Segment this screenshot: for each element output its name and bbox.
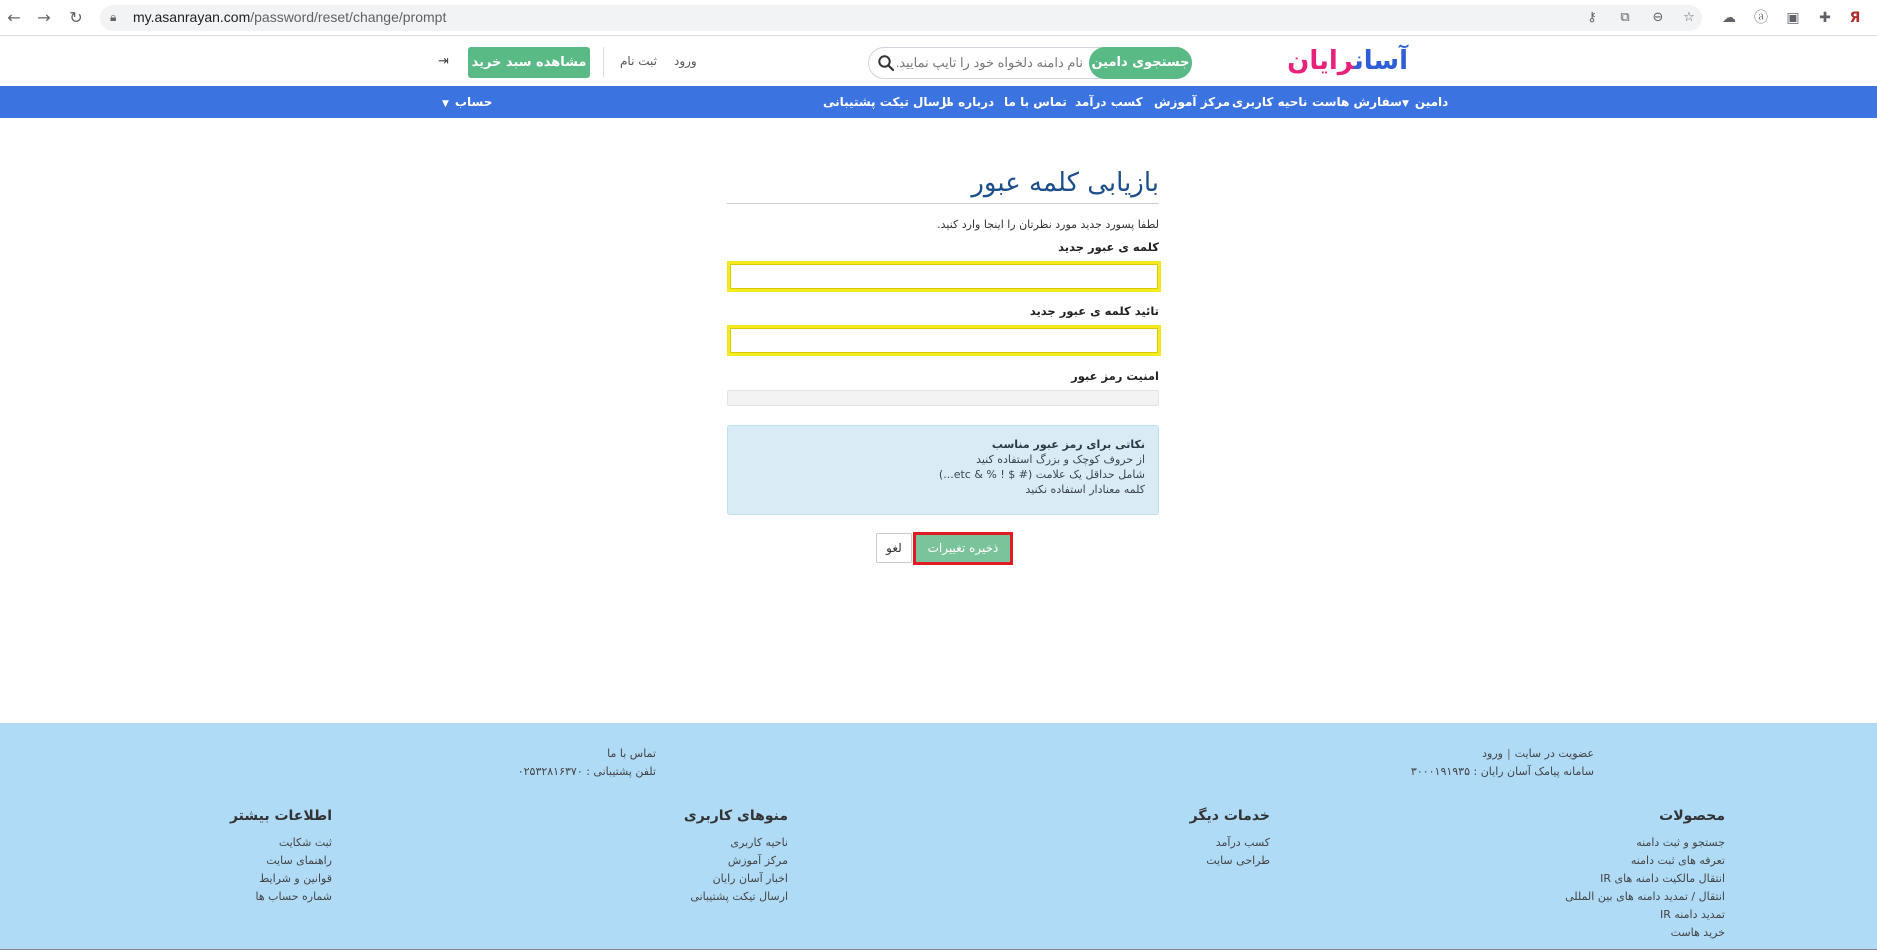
- footer-contact-title[interactable]: تماس با ما: [607, 747, 656, 760]
- page-title: بازیابی کلمه عبور: [971, 168, 1159, 198]
- tip-item: کلمه معنادار استفاده نکنید: [1025, 483, 1145, 496]
- footer-services-title: خدمات دیگر: [1189, 808, 1270, 824]
- footer-link[interactable]: خرید هاست: [1670, 926, 1725, 939]
- domain-search-input[interactable]: [897, 48, 1087, 78]
- new-password-label: کلمه ی عبور جدید: [1058, 240, 1159, 254]
- footer-link[interactable]: قوانین و شرایط: [259, 872, 332, 885]
- footer-link[interactable]: راهنمای سایت: [266, 854, 332, 867]
- nav-about[interactable]: درباره ما: [942, 95, 995, 109]
- password-strength-label: امنیت رمز عبور: [1071, 369, 1159, 383]
- footer-link[interactable]: مرکز آموزش: [727, 854, 788, 867]
- title-divider: [727, 203, 1159, 204]
- logo-part-blue: آسان: [1353, 46, 1408, 76]
- password-strength-bar: [727, 390, 1159, 406]
- nav-contact[interactable]: تماس با ما: [1004, 95, 1067, 109]
- confirm-password-input[interactable]: [727, 325, 1161, 356]
- lock-icon: 🔒︎: [110, 10, 117, 24]
- footer-login-link[interactable]: ورود: [1482, 747, 1503, 760]
- footer-link[interactable]: انتقال / تمدید دامنه های بین المللی: [1565, 890, 1725, 903]
- reload-icon[interactable]: ↻: [69, 8, 83, 27]
- search-icon[interactable]: [877, 54, 895, 72]
- tips-title: نکاتی برای رمز عبور مناسب: [991, 438, 1145, 451]
- nav-learning[interactable]: مرکز آموزش: [1154, 95, 1231, 109]
- site-footer: [0, 723, 1877, 950]
- zoom-icon[interactable]: ⊖: [1652, 10, 1664, 25]
- footer-link[interactable]: تعرفه های ثبت دامنه: [1630, 854, 1725, 867]
- translate-icon[interactable]: ⧉: [1620, 10, 1630, 25]
- new-password-input[interactable]: [727, 261, 1161, 292]
- nav-domain[interactable]: [1402, 86, 1448, 118]
- extension-cloud-icon[interactable]: ☁: [1722, 10, 1736, 26]
- password-tips-box: [727, 425, 1159, 515]
- header-divider: [603, 47, 604, 77]
- register-link[interactable]: ثبت نام: [620, 54, 657, 68]
- footer-separator: |: [1506, 747, 1511, 760]
- footer-account-links: [1482, 747, 1594, 760]
- footer-link[interactable]: شماره حساب ها: [255, 890, 332, 903]
- address-bar[interactable]: [100, 5, 1702, 31]
- footer-more-title: اطلاعات بیشتر: [229, 808, 332, 824]
- chevron-down-icon: ▼: [442, 99, 449, 109]
- camera-icon[interactable]: ▣: [1786, 10, 1800, 26]
- extension-a-icon[interactable]: ⓐ: [1754, 10, 1768, 26]
- nav-domain-label: دامین: [1414, 95, 1449, 109]
- footer-link[interactable]: تمدید دامنه IR: [1660, 908, 1725, 921]
- nav-client-area[interactable]: ناحیه کاربری: [1232, 95, 1308, 109]
- confirm-password-label: تائید کلمه ی عبور جدید: [1029, 304, 1159, 318]
- footer-user-menu-title: منوهای کاربری: [683, 808, 788, 824]
- nav-ticket[interactable]: ارسال تیکت پشتیبانی: [823, 95, 951, 109]
- site-logo[interactable]: [1268, 44, 1408, 78]
- nav-affiliate[interactable]: کسب درآمد: [1075, 95, 1143, 109]
- domain-search: [868, 47, 1192, 79]
- main-navbar: [0, 86, 1877, 118]
- back-icon[interactable]: ←: [7, 8, 21, 27]
- forward-icon[interactable]: →: [37, 8, 51, 27]
- save-changes-button[interactable]: ذخیره تغییرات: [913, 532, 1013, 565]
- nav-account-label: حساب: [454, 95, 493, 109]
- chevron-down-icon: ▼: [1402, 99, 1409, 109]
- view-cart-button[interactable]: مشاهده سبد خرید: [468, 47, 590, 78]
- footer-link[interactable]: انتقال مالکیت دامنه های IR: [1600, 872, 1725, 885]
- footer-link[interactable]: کسب درآمد: [1215, 836, 1270, 849]
- extensions-puzzle-icon[interactable]: ✚: [1819, 10, 1831, 26]
- footer-membership-link[interactable]: عضویت در سایت: [1514, 747, 1594, 760]
- footer-link[interactable]: ارسال تیکت پشتیبانی: [690, 890, 788, 903]
- bookmark-star-icon[interactable]: ☆: [1683, 10, 1695, 25]
- footer-sms-number: سامانه پیامک آسان رایان : ۳۰۰۰۱۹۱۹۳۵: [1410, 765, 1594, 778]
- login-link[interactable]: ورود: [674, 54, 697, 68]
- footer-link[interactable]: اخبار آسان رایان: [712, 872, 788, 885]
- tip-item: شامل حداقل یک علامت (# $ ! % & etc...): [938, 468, 1145, 481]
- cancel-button[interactable]: لغو: [876, 533, 912, 563]
- logo-part-pink: رایان: [1287, 46, 1354, 76]
- nav-hosting[interactable]: سفارش هاست: [1312, 95, 1402, 109]
- key-icon[interactable]: ⚷: [1587, 10, 1597, 25]
- footer-products-title: محصولات: [1659, 808, 1725, 824]
- profile-icon[interactable]: Я: [1849, 10, 1861, 26]
- footer-link[interactable]: ناحیه کاربری: [730, 836, 788, 849]
- footer-link[interactable]: جستجو و ثبت دامنه: [1636, 836, 1725, 849]
- domain-search-button[interactable]: جستجوی دامین: [1089, 47, 1192, 79]
- logout-icon[interactable]: ⇥: [438, 54, 449, 69]
- footer-support-phone: تلفن پشتیبانی : ۰۲۵۳۲۸۱۶۳۷۰: [517, 765, 656, 778]
- url-text: my.asanrayan.com/password/reset/change/prompt: [133, 9, 447, 25]
- intro-text: لطفا پسورد جدید مورد نظرتان را اینجا وارد کنید.: [937, 218, 1159, 231]
- footer-link[interactable]: طراحی سایت: [1206, 854, 1270, 867]
- footer-link[interactable]: ثبت شکایت: [278, 836, 332, 849]
- site-header: [0, 36, 1877, 86]
- browser-toolbar: [0, 0, 1877, 36]
- nav-account[interactable]: [442, 86, 492, 118]
- tip-item: از حروف کوچک و بزرگ استفاده کنید: [976, 453, 1145, 466]
